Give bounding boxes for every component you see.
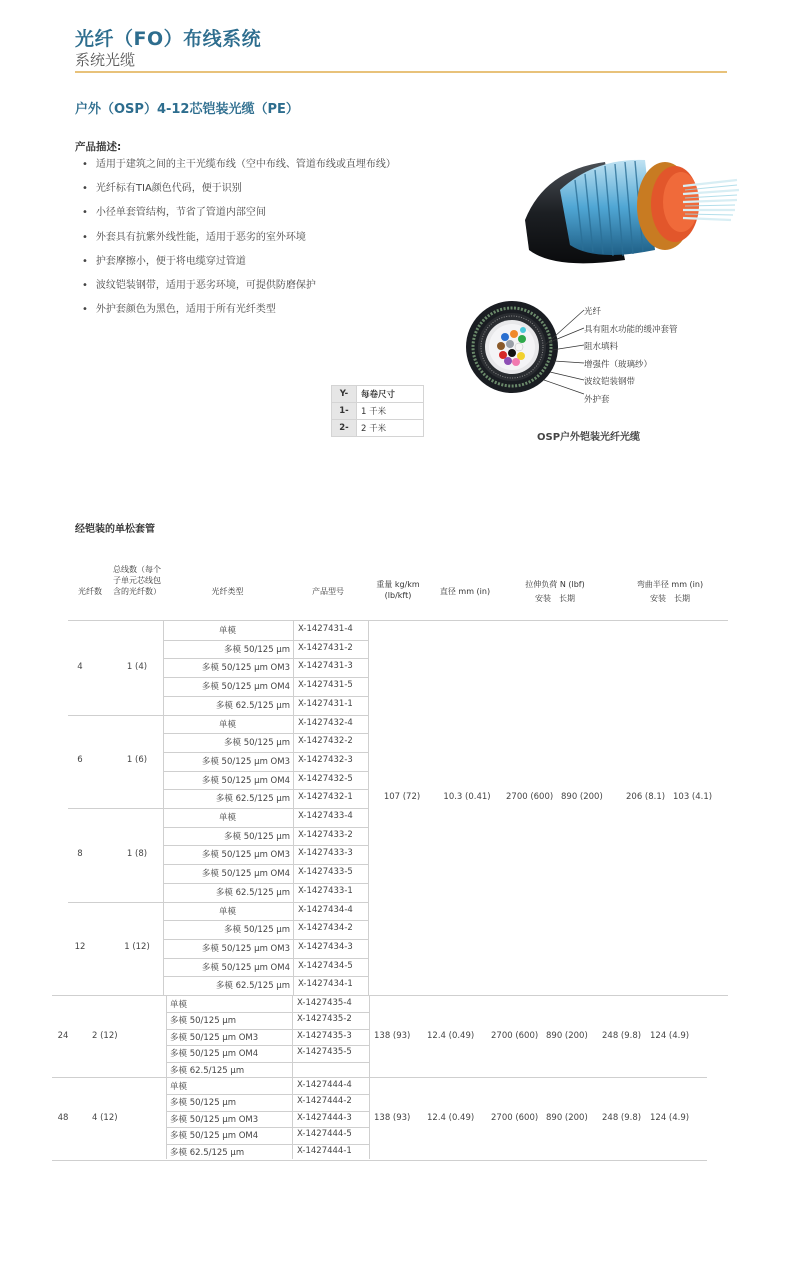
- row-divider: [166, 1144, 369, 1145]
- cell-fiber-type: 多模 50/125 µm OM3: [201, 850, 290, 861]
- column-divider: [166, 995, 167, 1077]
- group-divider: [68, 995, 728, 996]
- cell-fiber-type: 多模 50/125 µm: [224, 925, 290, 936]
- product-title: 户外（OSP）4-12芯铠装光缆（PE）: [75, 102, 299, 117]
- cell-part-no: X-1427432-3: [298, 754, 353, 765]
- cell-part-no: X-1427431-5: [298, 680, 353, 691]
- cell-fiber-type: 多模 50/125 µm OM4: [201, 962, 290, 973]
- reel-size: 每卷尺寸: [357, 386, 424, 403]
- group-divider: [52, 1077, 707, 1078]
- row-divider: [163, 920, 368, 921]
- row-divider: [163, 696, 368, 697]
- cell-fiber-type: 多模 62.5/125 µm: [170, 1065, 245, 1076]
- cell-fiber-type: 多模 50/125 µm OM3: [201, 663, 290, 674]
- cell-fiber-type: 多模 50/125 µm: [224, 738, 290, 749]
- diagram-caption: OSP户外铠装光纤光缆: [537, 432, 641, 443]
- row-divider: [163, 864, 368, 865]
- callout-label: 具有阻水功能的缓冲套管: [584, 324, 678, 335]
- callout-label: 增强件（玻璃纱）: [584, 359, 653, 370]
- header-total-lines: 总线数（每个子单元芯线包含的光纤数）: [113, 565, 161, 596]
- column-divider: [163, 715, 164, 809]
- column-divider: [293, 621, 294, 715]
- column-divider: [163, 621, 164, 715]
- cell-total-lines: 2 (12): [92, 1031, 118, 1041]
- callout-label: 光纤: [584, 307, 602, 317]
- column-divider: [368, 621, 369, 715]
- cell-fiber-type: 多模 50/125 µm OM4: [201, 869, 290, 880]
- cell-fiber-type: 单模: [218, 906, 236, 917]
- page-title: 光纤（FO）布线系统: [75, 28, 262, 50]
- cell-bend-install: 206 (8.1): [626, 792, 666, 802]
- cell-total-lines: 1 (6): [126, 755, 148, 766]
- cell-part-no: X-1427431-4: [298, 624, 353, 634]
- cell-fiber-type: 单模: [170, 1082, 188, 1092]
- column-divider: [292, 995, 293, 1077]
- header-tensile-sub: 安装 长期: [535, 594, 575, 603]
- row-divider: [163, 658, 368, 659]
- header-fiber-count: 光纤数: [78, 587, 102, 596]
- callout-label: 阻水填料: [584, 342, 619, 352]
- cell-fiber-type: 多模 50/125 µm OM3: [170, 1114, 259, 1125]
- row-divider: [166, 1094, 369, 1095]
- cell-total-lines: 1 (12): [124, 942, 150, 953]
- description-list: [82, 158, 452, 327]
- group-divider: [68, 808, 368, 809]
- cell-tensile-install: 2700 (600): [506, 792, 554, 802]
- row-divider: [163, 883, 368, 884]
- table-title: 经铠装的单松套管: [75, 524, 155, 535]
- reel-code: 2-: [332, 420, 357, 437]
- column-divider: [293, 808, 294, 902]
- column-divider: [368, 902, 369, 996]
- description-item: • 外套具有抗紫外线性能，适用于恶劣的室外环境: [82, 231, 452, 255]
- cell-part-no: X-1427432-4: [298, 717, 353, 728]
- group-divider: [68, 715, 368, 716]
- reel-size: 2 千米: [357, 420, 424, 437]
- row-divider: [163, 752, 368, 753]
- cell-fiber-count: 48: [57, 1113, 69, 1123]
- cell-part-no: X-1427431-2: [298, 642, 353, 653]
- cell-weight: 138 (93): [374, 1113, 411, 1123]
- cell-fiber-type: 单模: [218, 719, 236, 730]
- header-diameter: 直径 mm (in): [439, 587, 491, 596]
- reel-size: 1 千米: [357, 403, 424, 420]
- cell-diameter: 10.3 (0.41): [443, 792, 491, 802]
- header-tensile: 拉伸负荷 N (lbf): [525, 580, 585, 589]
- cell-part-no: X-1427435-2: [297, 1014, 352, 1025]
- row-divider: [166, 1012, 369, 1013]
- cell-part-no: X-1427433-4: [298, 811, 353, 821]
- cell-fiber-type: 多模 50/125 µm: [170, 1098, 236, 1109]
- cell-part-no: X-1427434-4: [298, 904, 353, 915]
- column-divider: [368, 808, 369, 902]
- cell-fiber-type: 多模 50/125 µm OM4: [170, 1131, 259, 1142]
- cell-part-no: X-1427444-2: [297, 1096, 352, 1107]
- cell-fiber-count: 24: [57, 1031, 69, 1041]
- group-divider: [68, 902, 368, 903]
- cell-part-no: X-1427435-4: [297, 998, 352, 1008]
- cell-bend-long: 124 (4.9): [650, 1113, 690, 1123]
- table-row: [332, 420, 424, 437]
- cell-diameter: 12.4 (0.49): [427, 1113, 475, 1123]
- cell-part-no: X-1427431-1: [298, 698, 353, 709]
- column-divider: [163, 902, 164, 996]
- cell-weight: 107 (72): [383, 792, 421, 802]
- cell-part-no: X-1427444-5: [297, 1129, 352, 1140]
- row-divider: [163, 640, 368, 641]
- column-divider: [293, 715, 294, 809]
- row-divider: [166, 1127, 369, 1128]
- header-bend: 弯曲半径 mm (in): [636, 580, 704, 589]
- table-row: [332, 386, 424, 403]
- cell-part-no: X-1427434-3: [298, 941, 353, 952]
- cell-part-no: X-1427431-3: [298, 661, 353, 672]
- header-part-no: 产品型号: [312, 587, 344, 596]
- cell-fiber-type: 多模 62.5/125 µm: [215, 700, 290, 711]
- cell-part-no: X-1427432-5: [298, 773, 353, 784]
- cell-total-lines: 1 (8): [126, 848, 148, 859]
- reel-code: Y-: [332, 386, 357, 403]
- cell-tensile-long: 890 (200): [546, 1113, 588, 1123]
- description-item: • 光纤标有TIA颜色代码，便于识别: [82, 182, 452, 206]
- cell-total-lines: 4 (12): [92, 1113, 118, 1123]
- row-divider: [166, 1111, 369, 1112]
- row-divider: [163, 789, 368, 790]
- cell-fiber-type: 多模 62.5/125 µm: [215, 887, 290, 898]
- cell-fiber-type: 单模: [218, 813, 236, 823]
- cell-fiber-count: 12: [74, 942, 86, 953]
- cell-part-no: X-1427435-3: [297, 1030, 352, 1041]
- row-divider: [163, 771, 368, 772]
- column-divider: [292, 1077, 293, 1159]
- cell-part-no: X-1427433-5: [298, 867, 353, 878]
- cell-part-no: X-1427444-1: [297, 1145, 352, 1156]
- cell-fiber-type: 多模 62.5/125 µm: [170, 1147, 245, 1158]
- cell-total-lines: 1 (4): [126, 661, 148, 672]
- cell-fiber-type: 多模 50/125 µm: [170, 1016, 236, 1027]
- cable-photo: [515, 150, 745, 270]
- table-border-bottom: [52, 1160, 707, 1161]
- cell-fiber-type: 多模 50/125 µm: [224, 644, 290, 655]
- cell-bend-install: 248 (9.8): [602, 1031, 642, 1041]
- cell-part-no: X-1427444-3: [297, 1112, 352, 1123]
- reel-code: 1-: [332, 403, 357, 420]
- cell-fiber-type: 多模 50/125 µm OM4: [201, 682, 290, 693]
- cell-fiber-count: 8: [77, 848, 83, 859]
- row-divider: [163, 845, 368, 846]
- cross-section-callouts: [584, 306, 678, 411]
- cell-part-no: X-1427434-2: [298, 923, 353, 934]
- cell-part-no: X-1427432-2: [298, 736, 353, 747]
- cell-bend-long: 103 (4.1): [673, 792, 713, 802]
- cell-tensile-long: 890 (200): [561, 792, 603, 802]
- header-fiber-type: 光纤类型: [211, 587, 244, 596]
- cell-diameter: 12.4 (0.49): [427, 1031, 475, 1041]
- row-divider: [163, 939, 368, 940]
- cell-fiber-type: 单模: [170, 1000, 188, 1010]
- cell-part-no: X-1427444-4: [297, 1080, 352, 1090]
- row-divider: [163, 958, 368, 959]
- cell-bend-install: 248 (9.8): [602, 1113, 642, 1123]
- cell-part-no: X-1427434-5: [298, 960, 353, 971]
- row-divider: [166, 1045, 369, 1046]
- header-weight: 重量 kg/km (lb/kft): [376, 580, 420, 600]
- description-item: • 护套摩擦小，便于将电缆穿过管道: [82, 255, 452, 279]
- callout-label: 外护套: [584, 394, 610, 405]
- cell-bend-long: 124 (4.9): [650, 1031, 690, 1041]
- cell-part-no: X-1427433-2: [298, 829, 353, 840]
- row-divider: [163, 733, 368, 734]
- cell-part-no: X-1427433-1: [298, 885, 353, 896]
- row-divider: [166, 1029, 369, 1030]
- cell-fiber-type: 多模 50/125 µm OM4: [170, 1049, 259, 1060]
- row-divider: [166, 1062, 369, 1063]
- row-divider: [163, 827, 368, 828]
- cell-fiber-count: 4: [77, 661, 83, 672]
- cell-fiber-type: 多模 50/125 µm OM3: [201, 943, 290, 954]
- cell-tensile-long: 890 (200): [546, 1031, 588, 1041]
- cell-part-no: X-1427434-1: [298, 979, 353, 990]
- column-divider: [368, 715, 369, 809]
- reel-size-table: [331, 385, 424, 437]
- column-divider: [293, 902, 294, 996]
- table-border-top: [68, 620, 728, 621]
- cell-part-no: X-1427435-5: [297, 1047, 352, 1058]
- header-divider: [75, 71, 727, 73]
- column-divider: [369, 995, 370, 1077]
- cell-tensile-install: 2700 (600): [491, 1113, 539, 1123]
- cell-fiber-count: 6: [77, 755, 83, 766]
- row-divider: [163, 976, 368, 977]
- row-divider: [163, 677, 368, 678]
- cell-weight: 138 (93): [374, 1031, 411, 1041]
- description-item: • 小径单套管结构，节省了管道内部空间: [82, 206, 452, 230]
- column-divider: [166, 1077, 167, 1159]
- cell-tensile-install: 2700 (600): [491, 1031, 539, 1041]
- cell-fiber-type: 多模 50/125 µm OM4: [201, 775, 290, 786]
- cell-fiber-type: 多模 50/125 µm OM3: [170, 1032, 259, 1043]
- group-divider: [52, 995, 728, 996]
- description-label: 产品描述:: [75, 141, 122, 153]
- column-divider: [369, 1077, 370, 1159]
- column-divider: [163, 808, 164, 902]
- cell-fiber-type: 多模 62.5/125 µm: [215, 794, 290, 805]
- cell-fiber-type: 多模 50/125 µm OM3: [201, 756, 290, 767]
- cell-fiber-type: 单模: [218, 626, 236, 636]
- cell-fiber-type: 多模 50/125 µm: [224, 831, 290, 842]
- table-row: [332, 403, 424, 420]
- header-bend-sub: 安装 长期: [650, 594, 690, 603]
- description-item: • 适用于建筑之间的主干光缆布线（空中布线、管道布线或直埋布线）: [82, 158, 452, 182]
- cell-part-no: X-1427433-3: [298, 848, 353, 859]
- description-item: • 波纹铠装钢带，适用于恶劣环境，可提供防磨保护: [82, 279, 452, 303]
- callout-leaders: [540, 306, 586, 396]
- cell-fiber-type: 多模 62.5/125 µm: [215, 981, 290, 992]
- description-item: • 外护套颜色为黑色，适用于所有光纤类型: [82, 303, 452, 327]
- callout-label: 波纹铠装钢带: [584, 377, 636, 387]
- page-subtitle: 系统光缆: [75, 51, 136, 69]
- cell-part-no: X-1427432-1: [298, 792, 353, 803]
